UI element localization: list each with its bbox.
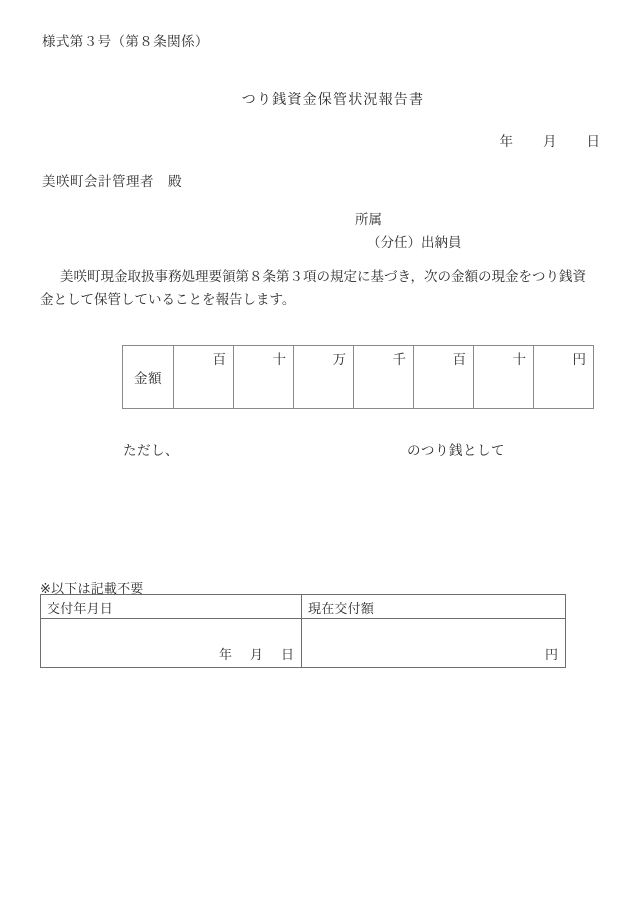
issue-date-month-label: 月 [249,648,263,663]
bottom-note: ※以下は記載不要 [40,582,144,597]
amount-unit-cell-man[interactable]: 万 [294,346,354,409]
affiliation-label: 所属 [355,212,382,228]
proviso-prefix: ただし、 [123,443,179,459]
current-amount-currency-label: 円 [544,648,558,663]
cashier-label: （分任）出納員 [367,235,462,251]
date-month-label: 月 [543,134,557,150]
addressee-line [42,170,182,190]
amount-row-label: 金額 [123,346,174,409]
issuance-table [40,594,566,668]
body-paragraph: 美咲町現金取扱事務処理要領第８条第３項の規定に基づき，次の金額の現金をつり銭資金として保管していることを報告します。 [40,269,586,308]
addressee-name: 美咲町会計管理者 [42,174,154,190]
issue-date-header: 交付年月日 [41,595,302,619]
addressee-honorific: 殿 [168,174,182,190]
issue-date-year-label: 年 [218,648,232,663]
table-row [41,619,566,668]
date-day-label: 日 [586,134,600,150]
amount-unit-cell-yen[interactable]: 円 [534,346,594,409]
document-title: つり銭資金保管状況報告書 [241,92,425,108]
current-amount-header: 現在交付額 [302,595,566,619]
amount-unit-cell-hundred[interactable]: 百 [414,346,474,409]
amount-table [122,345,594,409]
form-number: 様式第３号（第８条関係） [42,34,209,50]
date-year-label: 年 [499,134,513,150]
amount-unit-cell-thousand[interactable]: 千 [354,346,414,409]
issue-date-cell[interactable] [41,619,302,668]
issue-date-day-label: 日 [280,648,294,663]
table-row [123,346,594,409]
proviso-suffix: のつり銭として [407,443,505,459]
proviso-line [123,439,505,459]
table-header-row [41,595,566,619]
current-amount-cell[interactable] [302,619,566,668]
date-line [0,130,630,150]
amount-unit-cell-ten[interactable]: 十 [474,346,534,409]
amount-unit-cell-ten-million[interactable]: 十 [234,346,294,409]
amount-unit-cell-hundred-million[interactable]: 百 [174,346,234,409]
affiliation-block [355,209,462,255]
